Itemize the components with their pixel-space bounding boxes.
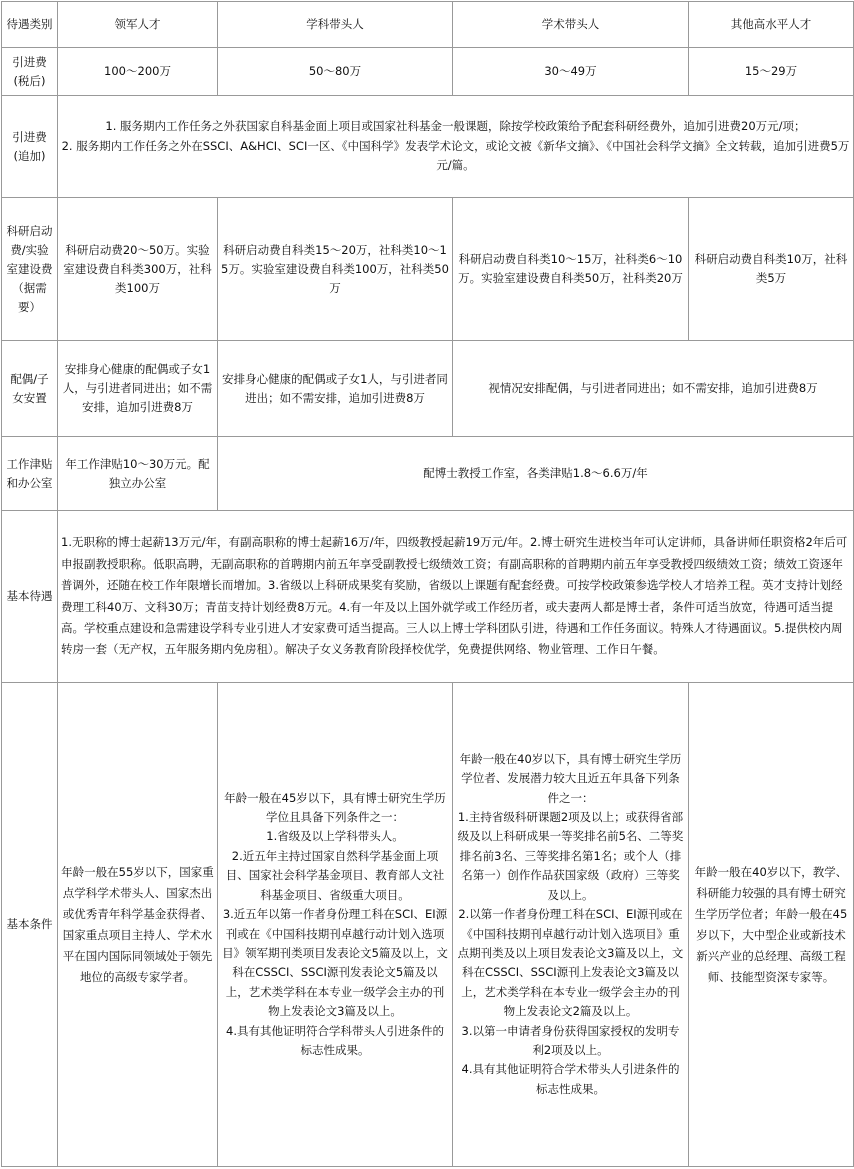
talent-benefits-table [1, 1, 854, 1167]
fee-after-tax-academic: 30～49万 [453, 48, 689, 96]
discipline-condition-1: 1.省级及以上学科带头人。 [266, 829, 404, 844]
row-allowance-office [2, 437, 854, 511]
academic-condition-intro: 年龄一般在40岁以下，具有博士研究生学历学位者、发展潜力较大且近五年具备下列条件之一： [459, 751, 682, 805]
row-fee-extra [2, 96, 854, 198]
research-funds-discipline: 科研启动费自科类15～20万，社科类10～15万。实验室建设费自科类100万，社科类50万 [218, 198, 453, 341]
academic-condition-1: 1.主持省级科研课题2项及以上；或获得省部级及以上科研成果一等奖排名前5名、二等奖排名前3名、三等奖排名第1名；或个人（排名第一）创作作品获国家级（政府）三等奖及以上。 [457, 810, 684, 902]
research-funds-leading: 科研启动费20～50万。实验室建设费自科类300万，社科类100万 [58, 198, 218, 341]
fee-after-tax-leading: 100～200万 [58, 48, 218, 96]
basic-conditions-other: 年龄一般在40岁以下，教学、科研能力较强的具有博士研究生学历学位者；年龄一般在45岁以下，大中型企业或新技术新兴产业的总经理、高级工程师、技能型资深专家等。 [689, 683, 854, 1167]
spouse-placement-academic-other: 视情况安排配偶，与引进者同进出；如不需安排，追加引进费8万 [453, 341, 854, 437]
academic-condition-4: 4.具有其他证明符合学术带头人引进条件的标志性成果。 [461, 1062, 680, 1096]
label-fee-extra: 引进费(追加) [2, 96, 58, 198]
label-allowance-office: 工作津贴和办公室 [2, 437, 58, 511]
spouse-placement-discipline: 安排身心健康的配偶或子女1人，与引进者同进出；如不需安排，追加引进费8万 [218, 341, 453, 437]
header-discipline-leader: 学科带头人 [218, 2, 453, 48]
basic-benefits-content: 1.无职称的博士起薪13万元/年，有副高职称的博士起薪16万/年，四级教授起薪19万元/年。2.博士研究生进校当年可认定讲师，具备讲师任职资格2年后可申报副教授职称。低职高聘，无副高职称的首聘期内前五年享受副教授七级绩效工资；有副高职称的首聘期内前五年享受教授四级绩效工资；绩效工资逐年普调外，还随在校工作年限增长而增加。3.省级以上科研成果奖有奖励，省级以上课题有配套经费。可按学校政策参选学校人才培养工程。英才支持计划经费理工科40万、文科30万；青苗支持计划经费8万元。4.有一年及以上国外就学或工作经历者，或夫妻两人都是博士者，条件可适当放宽，待遇可适当提高。学校重点建设和急需建设学科专业引进人才安家费可适当提高。三人以上博士学科团队引进，待遇和工作任务面议。特殊人才待遇面议。5.提供校内周转房一套（无产权，五年服务期内免房租）。解决子女义务教育阶段择校优学，免费提供网络、物业管理、工作日午餐。 [58, 511, 854, 683]
header-category: 待遇类别 [2, 2, 58, 48]
spouse-placement-leading: 安排身心健康的配偶或子女1人，与引进者同进出；如不需安排，追加引进费8万 [58, 341, 218, 437]
research-funds-other: 科研启动费自科类10万，社科类5万 [689, 198, 854, 341]
allowance-office-others: 配博士教授工作室，各类津贴1.8～6.6万/年 [218, 437, 854, 511]
allowance-office-leading: 年工作津贴10～30万元。配独立办公室 [58, 437, 218, 511]
discipline-condition-intro: 年龄一般在45岁以下，具有博士研究生学历学位且具备下列条件之一： [224, 790, 446, 825]
label-research-funds: 科研启动费/实验室建设费（据需要） [2, 198, 58, 341]
basic-conditions-academic [453, 683, 689, 1167]
row-spouse-placement [2, 341, 854, 437]
label-fee-after-tax: 引进费(税后) [2, 48, 58, 96]
academic-condition-2: 2.以第一作者身份理工科在SCI、EI源刊或在《中国科技期刊卓越行动计划入选项目》重点期刊类及以上项目发表论文3篇及以上，文科在CSSCI、SSCI源刊上发表论文3篇及以上，艺术类学科在本专业一级学会主办的刊物上发表论文2篇及以上。 [457, 907, 684, 1019]
row-fee-after-tax [2, 48, 854, 96]
academic-condition-3: 3.以第一申请者身份获得国家授权的发明专利2项及以上。 [461, 1023, 680, 1057]
discipline-condition-3: 3.近五年以第一作者身份理工科在SCI、EI源刊或在《中国科技期刊卓越行动计划入选项目》领军期刊类项目发表论文5篇及以上，文科在CSSCI、SSCI源刊发表论文5篇及以上，艺术类学科在本专业一级学会主办的刊物上发表论文3篇及以上。 [222, 907, 448, 1019]
label-basic-benefits: 基本待遇 [2, 511, 58, 683]
discipline-condition-4: 4.具有其他证明符合学科带头人引进条件的标志性成果。 [226, 1023, 444, 1057]
label-spouse-placement: 配偶/子女安置 [2, 341, 58, 437]
basic-conditions-discipline [218, 683, 453, 1167]
basic-conditions-leading: 年龄一般在55岁以下，国家重点学科学术带头人、国家杰出或优秀青年科学基金获得者、国家重点项目主持人、学术水平在国内国际同领域处于领先地位的高级专家学者。 [58, 683, 218, 1167]
header-other-talent: 其他高水平人才 [689, 2, 854, 48]
row-basic-conditions [2, 683, 854, 1167]
row-basic-benefits [2, 511, 854, 683]
fee-extra-item-1: 1. 服务期内工作任务之外获国家自科基金面上项目或国家社科基金一般课题，除按学校政策给予配套科研经费外，追加引进费20万元/项； [105, 119, 806, 134]
header-row [2, 2, 854, 48]
discipline-condition-2: 2.近五年主持过国家自然科学基金面上项目、国家社会科学基金项目、教育部人文社科基金项目、省级重大项目。 [225, 848, 445, 902]
header-academic-leader: 学术带头人 [453, 2, 689, 48]
fee-after-tax-discipline: 50～80万 [218, 48, 453, 96]
fee-after-tax-other: 15～29万 [689, 48, 854, 96]
research-funds-academic: 科研启动费自科类10～15万，社科类6～10万。实验室建设费自科类50万，社科类20万 [453, 198, 689, 341]
fee-extra-item-2: 2. 服务期内工作任务之外在SSCI、A&HCI、SCI一区、《中国科学》发表学术论文，或论文被《新华文摘》、《中国社会科学文摘》全文转载，追加引进费5万元/篇。 [61, 138, 850, 173]
row-research-funds [2, 198, 854, 341]
fee-extra-content [58, 96, 854, 198]
label-basic-conditions: 基本条件 [2, 683, 58, 1167]
header-leading-talent: 领军人才 [58, 2, 218, 48]
